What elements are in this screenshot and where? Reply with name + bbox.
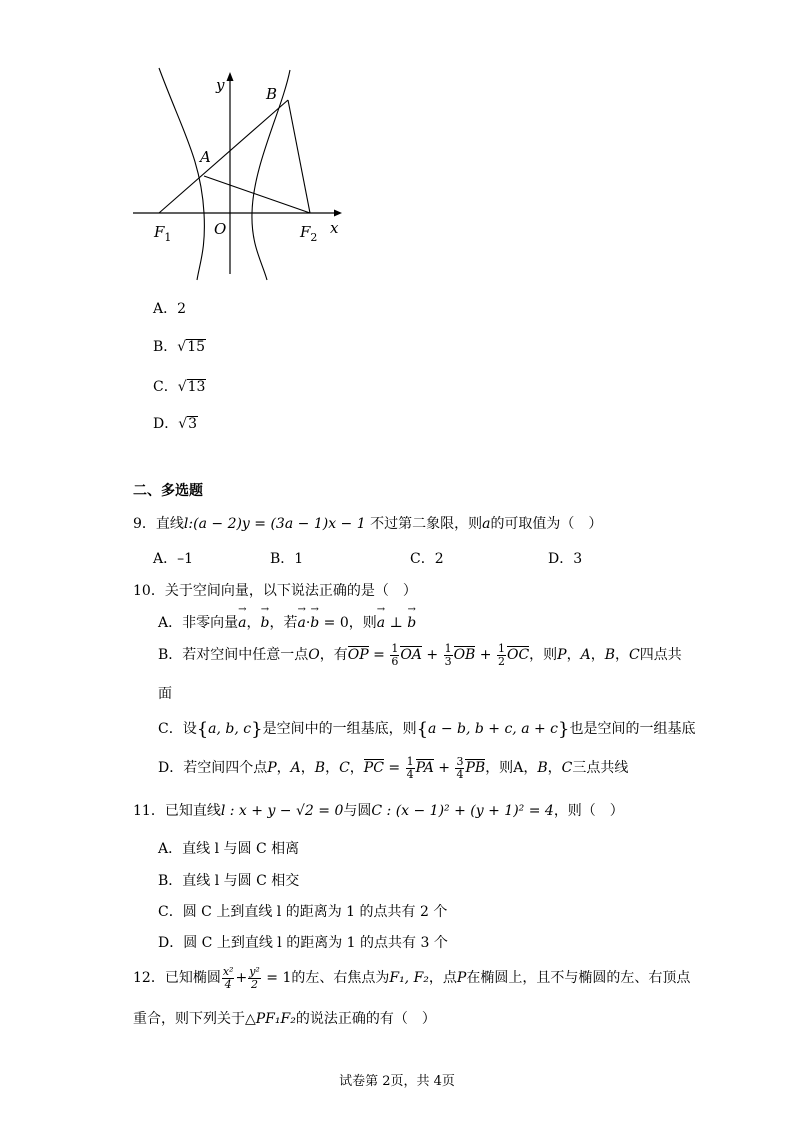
label-b: B	[266, 85, 278, 103]
q10-option-c[interactable]: C．设{a, b, c}是空间中的一组基底，则{a − b, b + c, a + c}也是空间的一组基底	[158, 719, 696, 740]
label-y: y	[216, 76, 225, 94]
q11-stem: 11．已知直线l : x + y − √2 = 0与圆C : (x − 1)² + (y + 1)² = 4，则（ ）	[133, 803, 624, 819]
q10-option-a[interactable]: A．非零向量→ a，→ b，若→ a·→ b = 0，则→ a ⊥ → b	[158, 612, 416, 632]
q9-option-d[interactable]: D．3	[548, 551, 583, 567]
q11-option-d[interactable]: D．圆 C 上到直线 l 的距离为 1 的点共有 3 个	[158, 935, 448, 951]
q11-option-a[interactable]: A．直线 l 与圆 C 相离	[158, 841, 300, 857]
q8-option-c[interactable]: C．√13	[153, 379, 206, 395]
q10-option-d[interactable]: D．若空间四个点P，A，B，C，PC = $\frac{1}{4}$ PA + $\frac{3}{4}$ PB，则A，B，C三点共线	[158, 755, 629, 781]
label-f2: $F_2$	[300, 223, 318, 244]
q9-option-b[interactable]: B．1	[270, 551, 304, 567]
label-a: A	[200, 148, 211, 166]
label-x: x	[330, 219, 339, 237]
option-value: 2	[177, 301, 187, 317]
label-o: O	[214, 220, 227, 238]
q10-stem: 10．关于空间向量，以下说法正确的是（ ）	[133, 583, 417, 599]
hyperbola-figure	[128, 64, 350, 282]
q9-option-a[interactable]: A．–1	[153, 551, 194, 567]
option-label: D．	[153, 416, 179, 432]
option-label: C．	[153, 379, 178, 395]
q10-option-b-cont: 面	[158, 686, 172, 702]
label-f1: $F_1$	[154, 223, 172, 244]
y-axis-arrow	[227, 72, 234, 81]
option-label: B．	[153, 339, 178, 355]
q9-option-c[interactable]: C．2	[410, 551, 444, 567]
q9-stem: 9．直线l:(a − 2)y = (3a − 1)x − 1 不过第二象限，则a的可取值为（ ）	[133, 516, 603, 532]
segment-b-f2	[288, 100, 310, 213]
q8-option-b[interactable]: B．√15	[153, 339, 206, 355]
hyperbola-left-branch	[159, 68, 204, 280]
segment-a-f2	[204, 176, 310, 213]
page-footer: 试卷第 2页，共 4页	[339, 1074, 455, 1089]
q8-option-d[interactable]: D．√3	[153, 416, 198, 432]
x-axis-arrow	[334, 210, 342, 217]
option-label: A．	[153, 301, 178, 317]
q11-option-c[interactable]: C．圆 C 上到直线 l 的距离为 1 的点共有 2 个	[158, 904, 448, 920]
q12-stem: 12．已知椭圆 $\frac{\text{x²}}{4}$ + $\frac{\text{y²}}{2}$ = 1的左、右焦点为F₁, F₂，点P在椭圆上，且不与椭圆的左、右顶点	[133, 965, 691, 991]
q8-option-a[interactable]	[153, 298, 186, 318]
q10-option-b[interactable]: B．若对空间中任意一点O，有OP = $\frac{1}{6}$ OA + $\frac{1}{3}$ OB + $\frac{1}{2}$ OC，则P，A，B，C四点共	[158, 642, 682, 668]
option-value: 13	[187, 379, 206, 395]
q11-option-b[interactable]: B．直线 l 与圆 C 相交	[158, 873, 300, 889]
option-value: 3	[188, 416, 198, 432]
section-title: 二、多选题	[133, 483, 203, 499]
q12-stem-cont: 重合，则下列关于△PF₁F₂的说法正确的有（ ）	[133, 1011, 436, 1027]
option-value: 15	[187, 339, 206, 355]
